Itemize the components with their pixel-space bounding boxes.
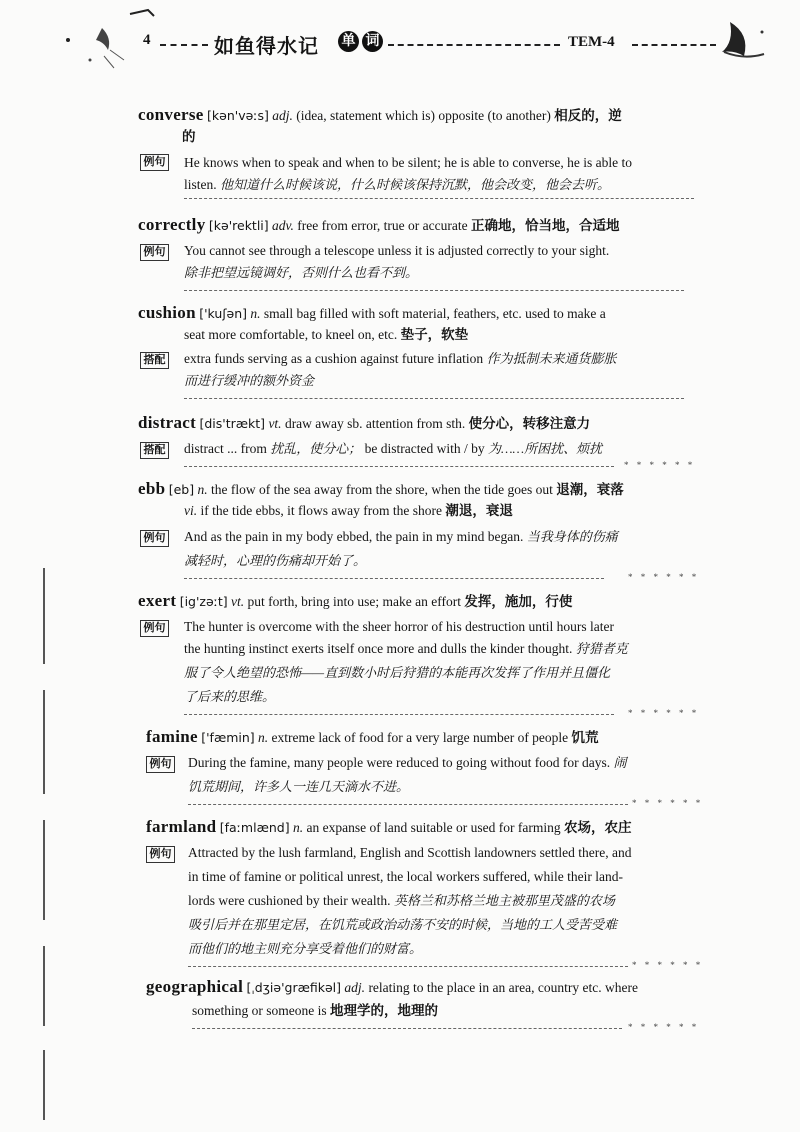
headword-line [138, 106, 622, 125]
headword-line [138, 480, 624, 499]
headword-line [138, 414, 590, 433]
example-zh-line-4: 吸引后并在那里定居，在饥荒或政治动荡不安的时候，当地的工人受苦受难 [188, 917, 618, 932]
stars-decoration: * * * * * * [628, 1022, 700, 1032]
example-zh-continued: 饥荒期间，许多人一连几天滴水不进。 [188, 779, 410, 794]
margin-line-4 [43, 946, 45, 1026]
phonetic: [dis'trækt] [199, 416, 266, 431]
example-line-2 [184, 640, 628, 658]
example-line-1: The hunter is overcome with the sheer horror of his destruction until hours later [184, 619, 615, 634]
chinese-definition: 农场，农庄 [564, 820, 632, 835]
badge-dan: 单 [338, 31, 359, 52]
phonetic: [kən'vəːs] [207, 108, 269, 123]
example-zh-continued: 而进行缓冲的额外资金 [184, 373, 315, 388]
margin-line-2 [43, 690, 45, 794]
chinese-definition-2: 潮退，衰退 [445, 503, 513, 518]
part-of-speech: adj. [272, 108, 293, 123]
page-number: 4 [143, 32, 151, 48]
separator [188, 804, 628, 805]
example-line-2 [184, 176, 610, 194]
margin-line-5 [43, 1050, 45, 1120]
example-zh: 作为抵制未来通货膨胀 [486, 351, 617, 366]
definition: relating to the place in an area, country etc. where [368, 980, 638, 995]
example-en: listen. [184, 177, 217, 192]
part-of-speech: n. [292, 820, 304, 835]
collocation-b-en: be distracted with / by [364, 441, 485, 456]
phonetic: [eb] [168, 482, 195, 497]
example-tag: 例句 [140, 530, 169, 547]
separator [188, 966, 628, 967]
chinese-definition: 正确地，恰当地，合适地 [471, 218, 620, 233]
example-en: And as the pain in my body ebbed, the pain in my mind began. [184, 529, 524, 544]
example-zh: 当我身体的伤痛 [526, 529, 618, 544]
collocation-b-zh: 为……所困扰、烦扰 [487, 441, 603, 456]
definition: an expanse of land suitable or used for farming [306, 820, 561, 835]
example-line-1 [184, 528, 618, 546]
example-zh-line-4: 了后来的思维。 [184, 689, 276, 704]
chinese-definition: 地理学的，地理的 [330, 1003, 438, 1018]
part-of-speech: n. [250, 306, 261, 321]
example-zh-line-5: 而他们的地主则充分享受着他们的财富。 [188, 941, 423, 956]
definition-en: seat more comfortable, to kneel on, etc. [184, 327, 398, 342]
definition-continued: 的 [182, 129, 196, 144]
separator [184, 466, 614, 467]
part-of-speech: vt. [231, 594, 245, 609]
phonetic: ['fæmin] [201, 730, 255, 745]
example-zh: 除非把望远镜调好，否则什么也看不到。 [184, 265, 419, 280]
example-en: the hunting instinct exerts itself once more and dulls the kinder thought. [184, 641, 573, 656]
part-of-speech: n. [258, 730, 269, 745]
separator [184, 290, 684, 291]
example-en: lords were cushioned by their wealth. [188, 893, 391, 908]
definition-continued [192, 1002, 438, 1020]
headword: distract [138, 413, 197, 432]
headword: converse [138, 105, 204, 124]
definition-line-2 [184, 502, 513, 520]
definition: (idea, statement which is) opposite (to another) [296, 108, 551, 123]
headword: cushion [138, 303, 196, 322]
example-zh-line-3: 服了令人绝望的恐怖——直到数小时后狩猎的本能再次发挥了作用并且僵化 [184, 665, 611, 680]
part-of-speech: adj. [344, 980, 366, 995]
example-en: During the famine, many people were reduced to going without food for days. [188, 755, 611, 770]
definition: extreme lack of food for a very large number of people [271, 730, 569, 745]
separator [184, 714, 614, 715]
part-of-speech: n. [197, 482, 208, 497]
part-of-speech-2: vi. [184, 503, 198, 518]
stars-decoration: * * * * * * [628, 708, 700, 718]
definition: put forth, bring into use; make an effort [247, 594, 461, 609]
headword: correctly [138, 215, 206, 234]
phonetic: [faːmlænd] [219, 820, 290, 835]
example-zh: 他知道什么时候该说，什么时候该保持沉默，他会改变，他会去听。 [220, 177, 611, 192]
definition-continued [184, 326, 468, 344]
separator [184, 398, 684, 399]
definition: draw away sb. attention from sth. [284, 416, 466, 431]
definition-2: if the tide ebbs, it flows away from the shore [200, 503, 442, 518]
definition-en: something or someone is [192, 1003, 327, 1018]
example-zh: 闹 [613, 755, 627, 770]
headword: farmland [146, 817, 217, 836]
definition: the flow of the sea away from the shore, when the tide goes out [211, 482, 553, 497]
collocation-tag: 搭配 [140, 352, 169, 369]
chinese-definition: 相反的，逆 [554, 108, 622, 123]
example-line-3 [188, 892, 615, 910]
book-title: 如鱼得水记 [214, 36, 319, 58]
headword-line [146, 978, 638, 997]
example-line-1: You cannot see through a telescope unless it is adjusted correctly to your sight. [184, 243, 610, 258]
collocation-a-zh: 扰乱，使分心； [270, 441, 362, 456]
example-line-2: in time of famine or political unrest, the local workers suffered, while their land- [188, 869, 623, 884]
definition: free from error, true or accurate [297, 218, 468, 233]
example-tag: 例句 [140, 154, 169, 171]
separator [192, 1028, 622, 1029]
headword-line [138, 592, 572, 611]
headword: ebb [138, 479, 166, 498]
example-tag: 例句 [146, 846, 175, 863]
collocation-a-en: distract ... from [184, 441, 267, 456]
margin-line-1 [43, 568, 45, 664]
chinese-definition: 退潮，衰落 [556, 482, 624, 497]
example-zh-continued: 减轻时，心理的伤痛却开始了。 [184, 553, 367, 568]
phonetic: [kə'rektli] [208, 218, 269, 233]
phonetic: [ˌdʒiə'græfikəl] [246, 980, 342, 995]
headword-line [138, 304, 606, 323]
example-tag: 例句 [140, 244, 169, 261]
margin-line-3 [43, 820, 45, 920]
example-line-1: Attracted by the lush farmland, English and Scottish landowners settled there, and [188, 845, 632, 860]
chinese-definition: 垫子，软垫 [400, 327, 469, 342]
headword-line [146, 818, 632, 837]
phonetic: [ig'zəːt] [179, 594, 228, 609]
separator [184, 578, 604, 579]
stars-decoration: * * * * * * [632, 798, 704, 808]
part-of-speech: adv. [272, 218, 294, 233]
example-line-1 [184, 350, 617, 368]
headword: geographical [146, 977, 244, 996]
part-of-speech: vt. [268, 416, 282, 431]
definition: small bag filled with soft material, feathers, etc. used to make a [263, 306, 606, 321]
badge-ci: 词 [362, 31, 383, 52]
stars-decoration: * * * * * * [632, 960, 704, 970]
separator [184, 198, 694, 199]
example-line-1: He knows when to speak and when to be silent; he is able to converse, he is able to [184, 155, 633, 170]
example-tag: 例句 [146, 756, 175, 773]
headword-line [138, 216, 620, 235]
stars-decoration: * * * * * * [628, 572, 700, 582]
collocation-line [184, 440, 602, 458]
chinese-definition: 饥荒 [571, 730, 599, 745]
example-en: extra funds serving as a cushion against future inflation [184, 351, 484, 366]
example-zh: 狩猎者克 [575, 641, 628, 656]
stars-decoration: * * * * * * [624, 460, 696, 470]
phonetic: ['kuʃən] [199, 306, 248, 321]
collocation-tag: 搭配 [140, 442, 169, 459]
chinese-definition: 发挥，施加，行使 [464, 594, 573, 609]
example-tag: 例句 [140, 620, 169, 637]
series-label: TEM-4 [568, 34, 615, 50]
chinese-definition: 使分心，转移注意力 [468, 416, 591, 431]
headword-line [146, 728, 599, 747]
headword: exert [138, 591, 177, 610]
headword: famine [146, 727, 198, 746]
example-line-1 [188, 754, 627, 772]
example-zh: 英格兰和苏格兰地主被那里茂盛的农场 [393, 893, 615, 908]
